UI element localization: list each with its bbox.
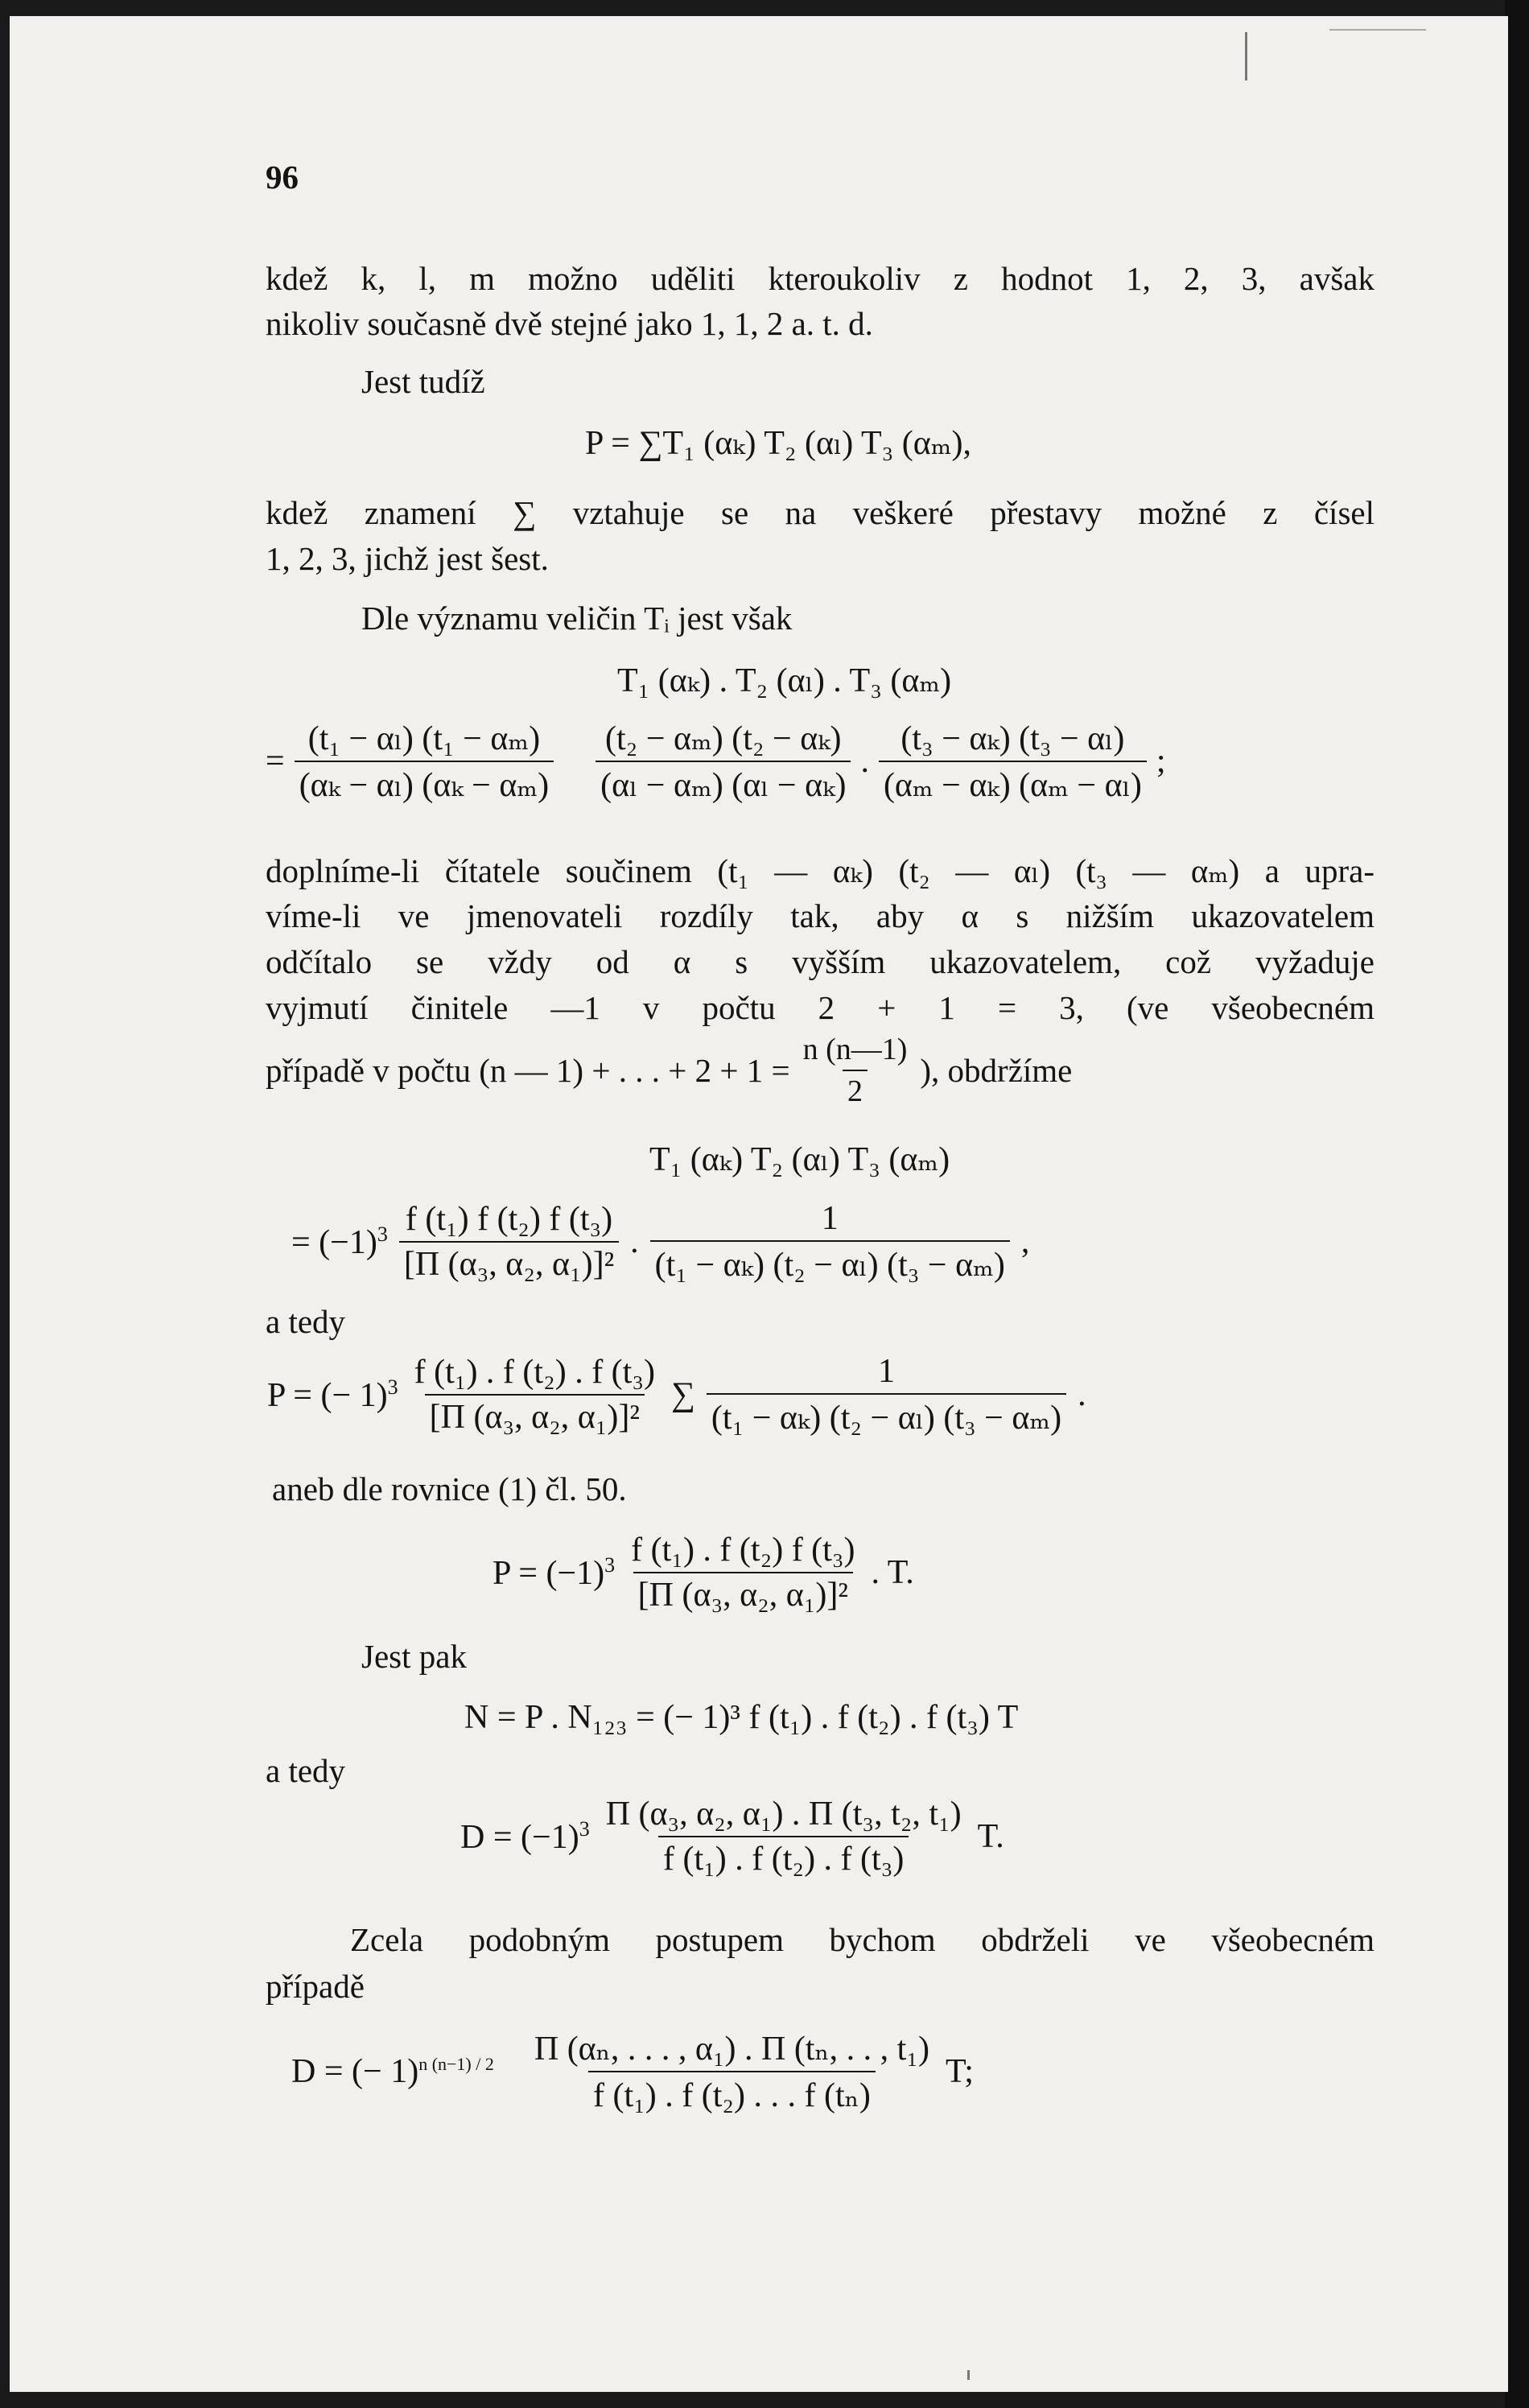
paragraph-line: nikoliv současně dvě stejné jako 1, 1, 2 a. t. d. — [266, 305, 873, 342]
fraction-numerator: n (n—1) — [802, 1033, 908, 1066]
equation-P-T — [492, 1531, 914, 1614]
equation-T-product: T₁ (αₖ) . T₂ (αₗ) . T₃ (αₘ) — [617, 662, 952, 699]
fraction-numerator: (t₁ − αₗ) (t₁ − αₘ) — [307, 720, 541, 757]
equation-P-sum: P = ∑T₁ (αₖ) T₂ (αₗ) T₃ (αₘ), — [585, 425, 972, 462]
fraction — [879, 718, 1147, 805]
equation-fractions — [266, 718, 1165, 805]
fraction — [601, 1795, 966, 1878]
line-text: ), obdržíme — [920, 1052, 1073, 1089]
equation-prefix: P = (− 1)$^3$ — [267, 1375, 398, 1414]
equation-big-1 — [291, 1199, 1029, 1284]
scan-mark — [1245, 32, 1247, 80]
fraction-denominator: f (t₁) . f (t₂) . . . f (tₙ) — [588, 2071, 876, 2115]
line-text: případě v počtu (n — 1) + . . . + 2 + 1 = — [266, 1052, 790, 1089]
fraction-denominator: (αₗ − αₘ) (αₗ − αₖ) — [596, 761, 851, 805]
fraction-numerator: 1 — [878, 1353, 896, 1390]
fraction-denominator: (t₁ − αₖ) (t₂ − αₗ) (t₃ − αₘ) — [650, 1240, 1010, 1284]
paragraph-line: Zcela podobným postupem bychom obdrželi ve všeobecném — [350, 1921, 1374, 1958]
fraction-numerator: (t₃ − αₖ) (t₃ − αₗ) — [901, 720, 1125, 757]
period: . — [1078, 1376, 1086, 1413]
paragraph-line: případě — [266, 1968, 365, 2005]
fraction — [707, 1352, 1066, 1437]
fraction — [650, 1199, 1010, 1284]
fraction-numerator: f (t₁) f (t₂) f (t₃) — [405, 1201, 613, 1238]
paragraph-line: Jest pak — [361, 1638, 467, 1675]
page-number: 96 — [266, 159, 299, 196]
fraction — [410, 1353, 660, 1437]
multiplication-dot: . — [860, 743, 869, 780]
fraction-denominator: (αₘ − αₖ) (αₘ − αₗ) — [879, 761, 1147, 805]
equation-suffix: . T. — [871, 1554, 914, 1591]
fraction — [530, 2028, 934, 2115]
fraction-denominator: 2 — [843, 1070, 868, 1109]
sigma-symbol: ∑ — [670, 1376, 695, 1413]
paragraph-line: a tedy — [266, 1752, 346, 1789]
paragraph-line: Dle významu veličin Tᵢ jest však — [361, 600, 793, 637]
equation-prefix: D = (− 1)$^{n (n-1) / 2}$ — [291, 2053, 494, 2090]
equation-big-2 — [267, 1352, 1086, 1437]
fraction-numerator: Π (αₙ, . . . , α₁) . Π (tₙ, . . , t₁) — [534, 2031, 929, 2068]
equation-suffix: T. — [977, 1818, 1004, 1855]
paragraph-line: Jest tudíž — [361, 363, 485, 400]
paragraph-line: a tedy — [266, 1303, 346, 1340]
multiplication-dot: . — [630, 1223, 639, 1260]
fraction-numerator: f (t₁) . f (t₂) f (t₃) — [631, 1532, 855, 1569]
equation-prefix: = $(-1)^3$ — [291, 1222, 388, 1261]
paragraph-line: víme-li ve jmenovateli rozdíly tak, aby α s nižším ukazovatelem — [266, 897, 1374, 934]
fraction-denominator: f (t₁) . f (t₂) . f (t₃) — [658, 1836, 909, 1878]
equation-D3 — [460, 1795, 1004, 1878]
fraction — [798, 1032, 913, 1109]
fraction-denominator: [Π (α₃, α₂, α₁)]² — [425, 1394, 645, 1437]
equals-sign: = — [266, 743, 285, 780]
fraction-denominator: [Π (α₃, α₂, α₁)]² — [633, 1572, 853, 1614]
fraction-numerator: 1 — [821, 1200, 839, 1237]
scan-border — [1505, 0, 1529, 2408]
scan-mark — [967, 2370, 970, 2380]
equation-suffix: T; — [945, 2053, 974, 2090]
paragraph-line: 1, 2, 3, jichž jest šest. — [266, 540, 549, 577]
paragraph-line: aneb dle rovnice (1) čl. 50. — [272, 1470, 627, 1507]
paragraph-line: kdež k, l, m možno uděliti kteroukoliv z hodnot 1, 2, 3, avšak — [266, 260, 1374, 297]
paragraph-line: vyjmutí činitele —1 v počtu 2 + 1 = 3, (ve všeobecném — [266, 989, 1374, 1026]
fraction-numerator: (t₂ − αₘ) (t₂ − αₖ) — [605, 720, 842, 757]
comma: , — [1020, 1223, 1030, 1260]
paragraph-line: odčítalo se vždy od α s vyšším ukazovatelem, což vyžaduje — [266, 943, 1374, 980]
paragraph-line: doplníme-li čítatele součinem (t₁ — αₖ) (t₂ — αₗ) (t₃ — αₘ) a upra- — [266, 852, 1374, 889]
fraction-denominator: [Π (α₃, α₂, α₁)]² — [399, 1241, 619, 1284]
paragraph-line — [266, 1032, 1072, 1109]
fraction — [399, 1200, 619, 1284]
semicolon: ; — [1156, 743, 1166, 780]
book-page — [10, 16, 1508, 2392]
fraction-denominator: (t₁ − αₖ) (t₂ − αₗ) (t₃ − αₘ) — [707, 1393, 1066, 1437]
equation-Dn — [291, 2028, 974, 2115]
fraction — [596, 718, 851, 805]
equation-N: N = P . N₁₂₃ = (− 1)³ f (t₁) . f (t₂) . f (t₃) T — [464, 1699, 1019, 1736]
equation-T-product: T₁ (αₖ) T₂ (αₗ) T₃ (αₘ) — [649, 1141, 950, 1178]
scan-mark — [1329, 29, 1426, 31]
paragraph-line: kdež znamení ∑ vztahuje se na veškeré přestavy možné z čísel — [266, 494, 1374, 531]
fraction-numerator: Π (α₃, α₂, α₁) . Π (t₃, t₂, t₁) — [605, 1796, 962, 1833]
fraction-numerator: f (t₁) . f (t₂) . f (t₃) — [414, 1354, 655, 1391]
fraction — [626, 1531, 859, 1614]
fraction — [295, 718, 554, 805]
equation-prefix: $D = (-1)^3$ — [460, 1816, 590, 1856]
equation-prefix: $P = (-1)^3$ — [492, 1552, 616, 1592]
fraction-denominator: (αₖ − αₗ) (αₖ − αₘ) — [295, 761, 554, 805]
